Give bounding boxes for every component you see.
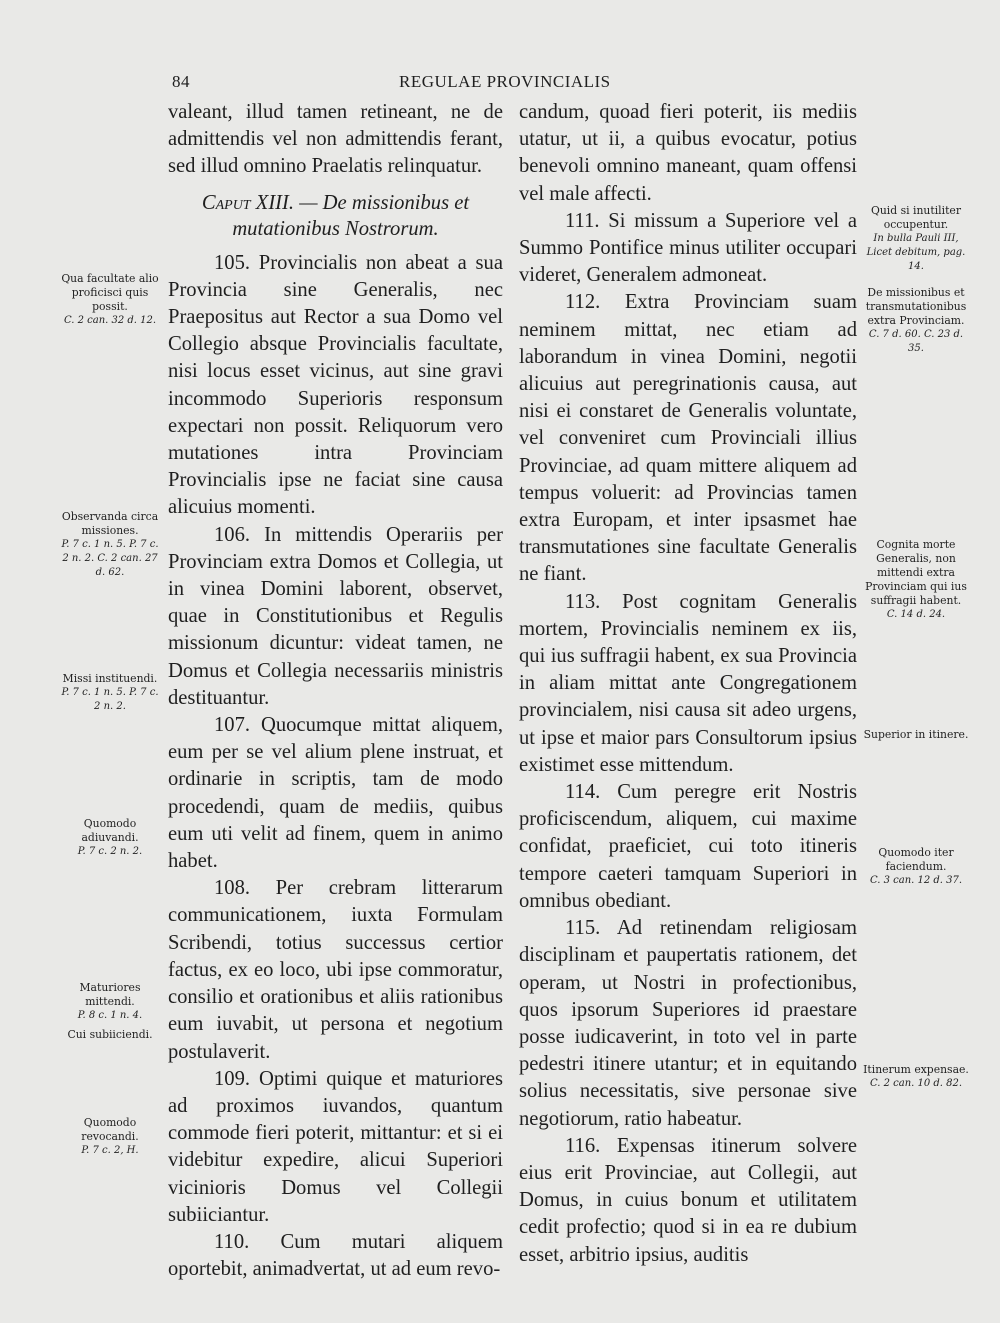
rule-111: 111. Si missum a Superiore vel a Summo Pontifice minus utiliter occupari videret, Generalem admoneat. <box>519 209 857 287</box>
margin-note: Quid si inutiliter occupentur. In bulla Pauli III, Licet debitum, pag. 14. <box>866 204 966 272</box>
margin-note: Maturiores mittendi. P. 8 c. 1 n. 4. <box>77 981 143 1021</box>
margin-note: Cui subiiciendi. <box>67 1028 153 1041</box>
page-number: 84 <box>172 72 190 91</box>
rule-113: 113. Post cognitam Generalis mortem, Provincialis neminem ex iis, qui ius suffragii habent, ex sua Provincia in aliam mittat ante Congregationem provincialem, nisi causa sit adeo urgens, ut ipse et maior pars Consultorum ipsius existimet esse mittendum. <box>519 590 857 776</box>
rule-107: 107. Quocumque mittat aliquem, eum per se vel alium plene instruat, et ordinarie in scriptis, tam de modo procedendi, quam de mediis, quibus eum uti velit ad finem, quem in animo habet. <box>168 714 503 873</box>
left-text-column <box>168 99 503 1283</box>
chapter-heading <box>168 190 503 242</box>
margin-note: Missi instituendi. P. 7 c. 1 n. 5. P. 7 c. 2 n. 2. <box>61 672 159 712</box>
margin-note: Cognita morte Generalis, non mittendi extra Provinciam qui ius suffragii habent. C. 14 d. 24. <box>865 538 967 620</box>
rule-108: 108. Per crebram litterarum communicationem, iuxta Formulam Scribendi, totius successus certior factus, ex eo loco, ubi ipse commoratur, consilio et orationibus et aliis rationibus eum iuvabit, ut persona et negotium postulaverit. <box>168 877 503 1063</box>
running-title: REGULAE PROVINCIALIS <box>399 72 611 91</box>
paragraph-continued: valeant, illud tamen retineant, ne de admittendis vel non admittendis ferant, sed illud omnino Praelatis relinquatur. <box>168 101 503 178</box>
rule-112: 112. Extra Provinciam suam neminem mittat, nec etiam ad laborandum in vinea Domini, negotii alicuius aut peregrinationis causa, aut nisi ei constaret de Generalis voluntate, vel conveniret cum Provinciali illius Provinciae, ad quam mittere aliquem ad tempus voluerit: ad Provincias tamen extra Europam, et inter ipsasmet hae transmutationes sine facultate Generalis ne fiant. <box>519 291 857 586</box>
rule-110: 110. Cum mutari aliquem oportebit, animadvertat, ut ad eum revo- <box>168 1230 503 1281</box>
margin-note: De missionibus et transmutationibus extra Provinciam. C. 7 d. 60. C. 23 d. 35. <box>865 286 967 354</box>
rule-109: 109. Optimi quique et maturiores ad proximos iuvandos, quantum commode fieri poterit, mittantur: et si ei videbitur expedire, alicui Superiori vicinioris Domus vel Collegii subiiciantur. <box>168 1067 503 1226</box>
chapter-dash: — <box>299 191 318 214</box>
right-text-column <box>519 99 857 1269</box>
margin-note: Observanda circa missiones. P. 7 c. 1 n. 5. P. 7 c. 2 n. 2. C. 2 can. 27 d. 62. <box>61 510 159 578</box>
margin-note: Superior in itinere. <box>863 728 969 741</box>
margin-note: Quomodo adiuvandi. P. 7 c. 2 n. 2. <box>77 817 143 857</box>
paragraph-continued: candum, quoad fieri poterit, iis mediis utatur, ut ii, a quibus evocatur, potius benevoli omnino maneant, quam offensi vel male affecti. <box>519 101 857 205</box>
rule-105: 105. Provincialis non abeat a sua Provincia sine Generalis, nec Praepositus aut Rector a sua Domo vel Collegio absque Provincialis facultate, nisi locus esset vicinus, aut sine gravi incommodo Superioris responsum expectari non possit. Reliquorum vero mutationes intra Provinciam Provincialis ipse ne faciat sine causa alicuius momenti. <box>168 251 503 519</box>
margin-note: Quomodo revocandi. P. 7 c. 2, H. <box>81 1116 139 1156</box>
chapter-label: Caput XIII. <box>201 191 295 214</box>
margin-note: Itinerum expensae. C. 2 can. 10 d. 82. <box>863 1063 969 1089</box>
rule-114: 114. Cum peregre erit Nostris proficiscendum, aliquem, cui maxime confidat, praeficiet, cui toto itineris tempore caeteri tamquam Superiori in omnibus obediant. <box>519 781 857 912</box>
rule-116: 116. Expensas itinerum solvere eius erit Provinciae, aut Collegii, aut Domus, in cuius bonum et utilitatem cedit profectio; quod si in ea re dubium esset, arbitrio ipsius, auditis <box>519 1134 857 1266</box>
margin-note: Quomodo iter faciendum. C. 3 can. 12 d. 37. <box>869 846 963 886</box>
margin-note: Qua facultate alio proficisci quis possit. C. 2 can. 32 d. 12. <box>61 272 159 326</box>
chapter-title: De missionibus et mutationibus Nostrorum. <box>232 191 470 240</box>
running-head <box>0 72 1000 96</box>
rule-106: 106. In mittendis Operariis per Provinciam extra Domos et Collegia, ut in vinea Domini laborent, observet, quae in Constitutionibus et Regulis missionum dicuntur: videat tamen, ne Domus et Collegia necessariis ministris destituantur. <box>168 523 503 709</box>
rule-115: 115. Ad retinendam religiosam disciplinam et paupertatis rationem, det operam, ut Nostri in profectionibus, quos ipsorum Superiores id praestare posse iudicaverint, in toto vel in parte pedestri itinere utantur; et in equitando solius necessitatis, sive personae sive negotiorum, ratio habeatur. <box>519 917 857 1130</box>
